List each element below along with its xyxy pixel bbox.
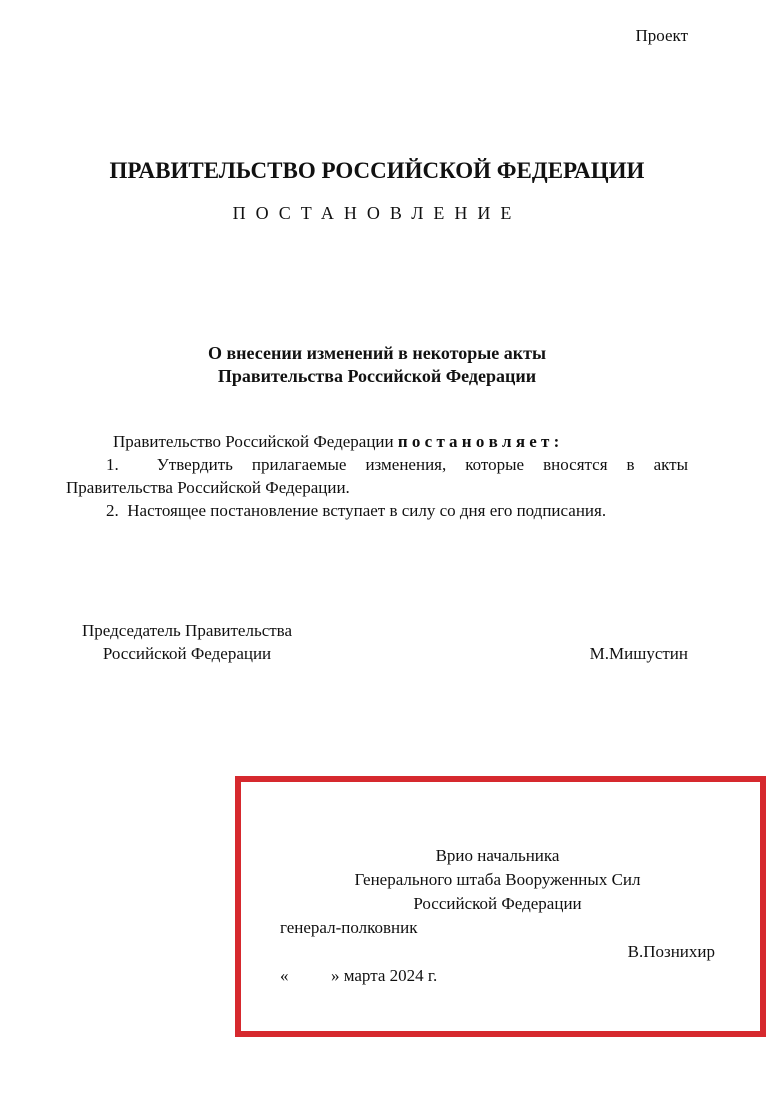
signer-post-line-2: Российской Федерации (102, 644, 272, 663)
approval-rank: генерал-полковник (280, 918, 418, 937)
subject-heading (66, 342, 688, 388)
org-title: ПРАВИТЕЛЬСТВО РОССИЙСКОЙ ФЕДЕРАЦИИ (109, 158, 645, 183)
preamble-text: Правительство Российской Федерации (113, 432, 398, 451)
preamble-paragraph (66, 430, 688, 453)
draft-label: Проект (635, 26, 688, 45)
item-1-line-2: Правительства Российской Федерации. (66, 478, 350, 497)
approval-name: В.Познихир (627, 942, 715, 961)
approval-annotation-box (235, 776, 766, 1037)
approval-line-2: Генерального штаба Вооруженных Сил (354, 870, 641, 889)
doc-type-label: ПОСТАНОВЛЕНИЕ (232, 203, 522, 223)
approval-line-1: Врио начальника (435, 846, 560, 865)
signer-post-line-1: Председатель Правительства (82, 621, 293, 640)
approval-line-3: Российской Федерации (413, 894, 582, 913)
item-1-line-1: 1. Утвердить прилагаемые изменения, которые вносятся в акты (106, 455, 688, 474)
subject-line-1: О внесении изменений в некоторые акты (207, 343, 547, 363)
subject-line-2: Правительства Российской Федерации (217, 366, 537, 386)
signature-block (66, 619, 688, 665)
item-2: 2. Настоящее постановление вступает в силу со дня его подписания. (106, 501, 607, 520)
signer-name: М.Мишустин (589, 644, 688, 663)
approval-date-line: « » марта 2024 г. (280, 966, 438, 985)
signer-post (66, 619, 292, 665)
preamble-decree-word: п о с т а н о в л я е т : (397, 432, 560, 451)
